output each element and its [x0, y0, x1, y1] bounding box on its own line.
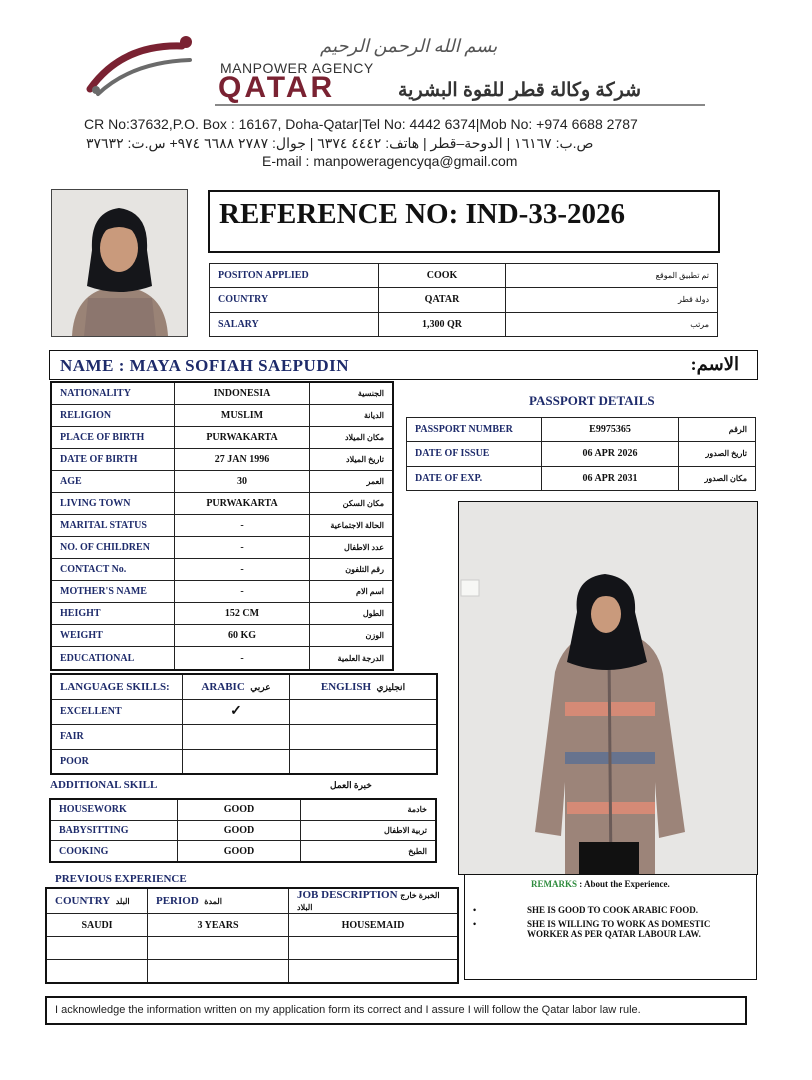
passport-row — [407, 418, 756, 442]
position-value: COOK — [379, 264, 506, 288]
personal-value: MUSLIM — [175, 405, 310, 427]
experience-row — [46, 960, 458, 983]
bullet-icon: • — [473, 919, 477, 929]
personal-label: LIVING TOWN — [51, 493, 175, 515]
personal-row — [51, 449, 393, 471]
personal-label: NATIONALITY — [51, 382, 175, 405]
acknowledgement-box — [45, 996, 747, 1025]
skill-label-ar: خادمة — [301, 799, 437, 820]
arabic-label: ARABIC — [201, 680, 245, 693]
skill-row — [50, 841, 436, 862]
personal-label: MARITAL STATUS — [51, 515, 175, 537]
exp-period: 3 YEARS — [148, 914, 289, 937]
personal-label: RELIGION — [51, 405, 175, 427]
language-level-label: EXCELLENT — [51, 699, 183, 724]
experience-row — [46, 914, 458, 937]
passport-title: PASSPORT DETAILS — [529, 393, 655, 408]
position-label: SALARY — [210, 312, 379, 336]
col-country-label-ar: البلد — [115, 897, 130, 906]
skill-label-ar: تربية الاطفال — [301, 820, 437, 840]
personal-row — [51, 537, 393, 559]
passport-label: DATE OF EXP. — [407, 466, 542, 490]
language-english-mark — [290, 724, 438, 749]
personal-row — [51, 471, 393, 493]
skill-value: GOOD — [178, 799, 301, 820]
full-body-photo — [458, 501, 758, 875]
exp-col-country — [46, 888, 148, 914]
personal-label: WEIGHT — [51, 625, 175, 647]
exp-col-job — [289, 888, 459, 914]
calligraphy-bismillah: بسم الله الرحمن الرحيم — [320, 36, 498, 56]
personal-row — [51, 625, 393, 647]
personal-row — [51, 603, 393, 625]
position-label: POSITON APPLIED — [210, 264, 379, 288]
personal-value: - — [175, 537, 310, 559]
position-label-ar: تم تطبيق الموقع — [506, 264, 718, 288]
experience-table — [45, 887, 459, 984]
english-label: ENGLISH — [320, 680, 372, 693]
reference-text: REFERENCE NO: IND-33-2026 — [219, 198, 625, 230]
personal-row — [51, 382, 393, 405]
language-english-mark — [290, 749, 438, 774]
personal-label-ar: الجنسية — [310, 382, 394, 405]
personal-label-ar: مكان السكن — [310, 493, 394, 515]
personal-label-ar: مكان الميلاد — [310, 427, 394, 449]
personal-value: INDONESIA — [175, 382, 310, 405]
personal-label-ar: العمر — [310, 471, 394, 493]
passport-value: E9975365 — [542, 418, 679, 442]
col-period-label: PERIOD — [156, 895, 199, 907]
reference-number — [208, 190, 720, 253]
remark-item — [473, 905, 749, 915]
language-level-label: FAIR — [51, 724, 183, 749]
language-row — [51, 699, 437, 724]
skill-row — [50, 820, 436, 840]
passport-value: 06 APR 2031 — [542, 466, 679, 490]
language-header-label: LANGUAGE SKILLS: — [51, 674, 183, 699]
skill-label: COOKING — [50, 841, 178, 862]
personal-value: - — [175, 559, 310, 581]
arabic-label-ar: عربي — [250, 681, 271, 692]
email-line: E-mail : manpoweragencyqa@gmail.com — [262, 153, 518, 169]
language-english-mark — [290, 699, 438, 724]
personal-label-ar: رقم التلفون — [310, 559, 394, 581]
personal-label-ar: الدرجة العلمية — [310, 647, 394, 670]
personal-value: - — [175, 515, 310, 537]
col-period-label-ar: المدة — [204, 897, 222, 906]
position-value: 1,300 QR — [379, 312, 506, 336]
candidate-name: NAME : MAYA SOFIAH SAEPUDIN — [60, 356, 349, 375]
agency-name-arabic: شركة وكالة قطر للقوة البشرية — [398, 80, 642, 101]
passport-label: DATE OF ISSUE — [407, 442, 542, 466]
remarks-title: REMARKS — [531, 879, 578, 889]
col-job-label-ar: الخبرة خارج البلاد — [297, 891, 440, 912]
personal-label-ar: عدد الاطفال — [310, 537, 394, 559]
personal-value: 30 — [175, 471, 310, 493]
header-underline — [215, 104, 705, 106]
personal-label: DATE OF BIRTH — [51, 449, 175, 471]
exp-period — [148, 960, 289, 983]
skill-value: GOOD — [178, 841, 301, 862]
english-label-ar: انجليزي — [376, 681, 406, 692]
exp-col-period — [148, 888, 289, 914]
personal-row — [51, 493, 393, 515]
agency-name-top: MANPOWER AGENCY — [220, 60, 374, 76]
remark-item — [473, 919, 749, 939]
exp-period — [148, 937, 289, 960]
passport-row — [407, 466, 756, 490]
skill-label: BABYSITTING — [50, 820, 178, 840]
bullet-icon: • — [473, 905, 477, 915]
personal-value: PURWAKARTA — [175, 427, 310, 449]
skill-value: GOOD — [178, 820, 301, 840]
personal-label: HEIGHT — [51, 603, 175, 625]
language-arabic-mark: ✓ — [183, 699, 290, 724]
position-row — [210, 312, 718, 336]
personal-value: PURWAKARTA — [175, 493, 310, 515]
personal-label-ar: اسم الام — [310, 581, 394, 603]
personal-row — [51, 581, 393, 603]
additional-skill-table — [49, 798, 437, 863]
language-level-label: POOR — [51, 749, 183, 774]
exp-job: HOUSEMAID — [289, 914, 459, 937]
remark-text: SHE IS GOOD TO COOK ARABIC FOOD. — [527, 905, 698, 915]
personal-details-table — [50, 381, 394, 671]
passport-row — [407, 442, 756, 466]
position-row — [210, 288, 718, 312]
skill-label-ar: الطبخ — [301, 841, 437, 862]
personal-label-ar: الديانة — [310, 405, 394, 427]
personal-label: EDUCATIONAL — [51, 647, 175, 670]
contact-line-english: CR No:37632,P.O. Box : 16167, Doha-Qatar|Tel No: 4442 6374|Mob No: +974 6688 2787 — [84, 116, 638, 132]
personal-label: AGE — [51, 471, 175, 493]
passport-label-ar: الرقم — [679, 418, 756, 442]
language-row — [51, 749, 437, 774]
personal-label-ar: الطول — [310, 603, 394, 625]
personal-value: - — [175, 581, 310, 603]
passport-table — [406, 417, 756, 491]
language-english-header — [290, 674, 438, 699]
remarks-subtitle: : About the Experience. — [579, 879, 670, 889]
position-value: QATAR — [379, 288, 506, 312]
agency-name-big: QATAR — [218, 71, 336, 104]
col-country-label: COUNTRY — [55, 895, 111, 907]
position-table — [209, 263, 718, 337]
skill-row — [50, 799, 436, 820]
personal-row — [51, 405, 393, 427]
language-arabic-mark — [183, 749, 290, 774]
language-arabic-header — [183, 674, 290, 699]
previous-experience-title: PREVIOUS EXPERIENCE — [55, 873, 187, 885]
additional-skill-title: ADDITIONAL SKILL — [50, 779, 158, 791]
remarks-list — [473, 905, 749, 943]
additional-skill-title-ar: خبرة العمل — [330, 780, 372, 790]
exp-job — [289, 937, 459, 960]
personal-label: CONTACT No. — [51, 559, 175, 581]
personal-value: 60 KG — [175, 625, 310, 647]
exp-country: SAUDI — [46, 914, 148, 937]
language-row — [51, 724, 437, 749]
name-bar — [49, 350, 758, 380]
remarks-box — [464, 874, 757, 980]
personal-value: - — [175, 647, 310, 670]
remarks-heading — [531, 879, 670, 889]
exp-job — [289, 960, 459, 983]
personal-value: 152 CM — [175, 603, 310, 625]
col-job-label: JOB DESCRIPTION — [297, 889, 398, 901]
passport-value: 06 APR 2026 — [542, 442, 679, 466]
personal-label-ar: الوزن — [310, 625, 394, 647]
passport-label-ar: مكان الصدور — [679, 466, 756, 490]
exp-country — [46, 937, 148, 960]
personal-label: MOTHER'S NAME — [51, 581, 175, 603]
exp-country — [46, 960, 148, 983]
personal-row — [51, 559, 393, 581]
remark-text: SHE IS WILLING TO WORK AS DOMESTIC WORKER AS PER QATAR LABOUR LAW. — [527, 919, 711, 939]
personal-row — [51, 515, 393, 537]
passport-label: PASSPORT NUMBER — [407, 418, 542, 442]
contact-line-arabic: ص.ب: ١٦١٦٧ | الدوحة–قطر | هاتف: ٤٤٤٢ ٦٣٧٤ | جوال: ٢٧٨٧ ٦٦٨٨ ٩٧٤+ س.ت: ٣٧٦٣٢ — [86, 135, 594, 151]
position-label: COUNTRY — [210, 288, 379, 312]
name-label-arabic: الاسم: — [690, 354, 739, 374]
personal-label-ar: الحالة الاجتماعية — [310, 515, 394, 537]
agency-logo — [82, 34, 212, 104]
position-label-ar: مرتب — [506, 312, 718, 336]
personal-row — [51, 647, 393, 670]
acknowledgement-text: I acknowledge the information written on my application form its correct and I assure I will follow the Qatar labor law rule. — [55, 1004, 641, 1016]
personal-label: NO. OF CHILDREN — [51, 537, 175, 559]
passport-label-ar: تاريخ الصدور — [679, 442, 756, 466]
language-skills-table — [50, 673, 438, 775]
position-label-ar: دولة قطر — [506, 288, 718, 312]
personal-row — [51, 427, 393, 449]
portrait-photo — [51, 189, 188, 337]
personal-value: 27 JAN 1996 — [175, 449, 310, 471]
experience-row — [46, 937, 458, 960]
personal-label-ar: تاريخ الميلاد — [310, 449, 394, 471]
position-row — [210, 264, 718, 288]
language-arabic-mark — [183, 724, 290, 749]
skill-label: HOUSEWORK — [50, 799, 178, 820]
personal-label: PLACE OF BIRTH — [51, 427, 175, 449]
